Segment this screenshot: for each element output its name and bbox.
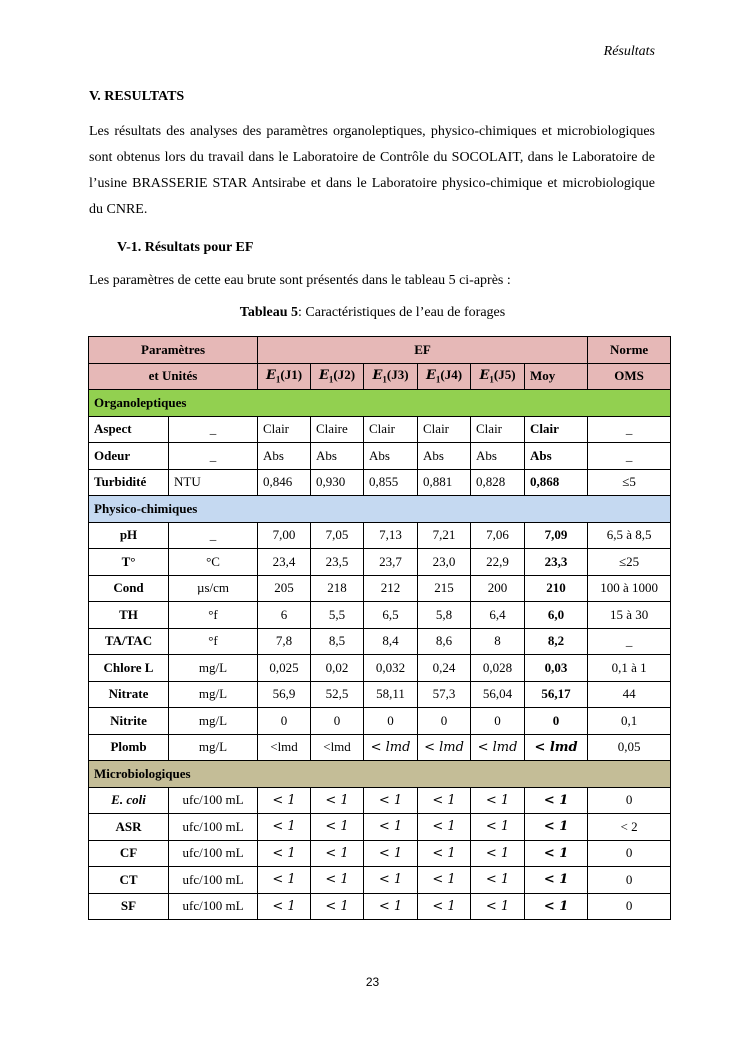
param-unit: °f [169, 628, 258, 655]
day-value: <lmd [258, 734, 311, 761]
day-value: 7,00 [258, 522, 311, 549]
day-value: Abs [311, 443, 364, 470]
intro-paragraph: Les résultats des analyses des paramètres organoleptiques, physico-chimiques et microbiologiques sont obtenus lors du travail dans le Laboratoire de Contrôle du SOCOLAIT, dans le Laboratoire de l’usine BRASSERIE STAR Antsirabe et dans le Laboratoire physico-chimique et microbiologique du CNRE. [89, 124, 655, 217]
table-caption [0, 305, 745, 321]
day-value: 5,8 [418, 602, 471, 629]
day-value: 6,5 [364, 602, 418, 629]
day-value: < lmd [364, 734, 418, 761]
header-e-subscript: 1 [382, 375, 387, 386]
norme-value: ≤25 [588, 549, 671, 576]
param-unit: _ [169, 443, 258, 470]
day-value: 57,3 [418, 681, 471, 708]
table-row [89, 522, 671, 549]
param-unit: ufc/100 mL [169, 840, 258, 867]
table-row [89, 708, 671, 735]
header-param-line1: Paramètres [89, 337, 258, 364]
header-day-label: (J3) [386, 367, 409, 383]
group-label: Microbiologiques [89, 761, 671, 788]
table-row [89, 416, 671, 443]
day-value: 212 [364, 575, 418, 602]
day-value: < 1 [311, 787, 364, 814]
day-value: 0 [471, 708, 525, 735]
day-value: < lmd [471, 734, 525, 761]
moy-value: 6,0 [525, 602, 588, 629]
table-row [89, 787, 671, 814]
day-value: 8,4 [364, 628, 418, 655]
norme-value: 0 [588, 840, 671, 867]
day-value: < 1 [258, 787, 311, 814]
param-unit: °f [169, 602, 258, 629]
day-value: 7,21 [418, 522, 471, 549]
norme-value: < 2 [588, 814, 671, 841]
param-name: TA/TAC [89, 628, 169, 655]
header-norme-line1: Norme [588, 337, 671, 364]
param-name: Nitrite [89, 708, 169, 735]
day-value: 0,930 [311, 469, 364, 496]
param-name: TH [89, 602, 169, 629]
day-value: 0 [418, 708, 471, 735]
day-value: 23,5 [311, 549, 364, 576]
moy-value: Clair [525, 416, 588, 443]
day-value: 23,4 [258, 549, 311, 576]
day-value: 22,9 [471, 549, 525, 576]
norme-value: _ [588, 628, 671, 655]
day-value: 0,032 [364, 655, 418, 682]
header-day-3 [364, 363, 418, 390]
table-row [89, 814, 671, 841]
param-unit: ufc/100 mL [169, 893, 258, 920]
norme-value: 0,05 [588, 734, 671, 761]
param-name: Turbidité [89, 469, 169, 496]
table-row [89, 681, 671, 708]
param-unit: _ [169, 416, 258, 443]
param-name: Aspect [89, 416, 169, 443]
norme-value: 100 à 1000 [588, 575, 671, 602]
header-param-line2: et Unités [89, 363, 258, 390]
moy-value: < 1 [525, 787, 588, 814]
day-value: < 1 [258, 840, 311, 867]
param-name: Chlore L [89, 655, 169, 682]
param-name: SF [89, 893, 169, 920]
day-value: Abs [258, 443, 311, 470]
day-value: 23,7 [364, 549, 418, 576]
param-unit: _ [169, 522, 258, 549]
day-value: < 1 [418, 787, 471, 814]
day-value: < 1 [471, 867, 525, 894]
day-value: <lmd [311, 734, 364, 761]
day-value: 8,6 [418, 628, 471, 655]
day-value: Abs [364, 443, 418, 470]
param-name: ASR [89, 814, 169, 841]
table-row [89, 469, 671, 496]
day-value: 0,028 [471, 655, 525, 682]
moy-value: < 1 [525, 840, 588, 867]
moy-value: 0,868 [525, 469, 588, 496]
norme-value: 0 [588, 893, 671, 920]
header-day-label: (J4) [440, 367, 463, 383]
moy-value: 8,2 [525, 628, 588, 655]
day-value: 0,025 [258, 655, 311, 682]
param-name: E. coli [89, 787, 169, 814]
day-value: < 1 [471, 814, 525, 841]
day-value: 0 [311, 708, 364, 735]
table-row [89, 602, 671, 629]
day-value: 0,02 [311, 655, 364, 682]
day-value: 56,9 [258, 681, 311, 708]
header-day-5 [471, 363, 525, 390]
table-row [89, 443, 671, 470]
group-row [89, 496, 671, 523]
moy-value: < lmd [525, 734, 588, 761]
header-e-symbol: E [425, 368, 436, 384]
day-value: < 1 [364, 814, 418, 841]
section-title: V. RESULTATS [89, 89, 185, 104]
table-header-row-1 [89, 337, 671, 364]
moy-value: 7,09 [525, 522, 588, 549]
param-name: Nitrate [89, 681, 169, 708]
day-value: < lmd [418, 734, 471, 761]
header-e-symbol: E [265, 368, 276, 384]
day-value: 6,4 [471, 602, 525, 629]
param-name: Plomb [89, 734, 169, 761]
norme-value: 0,1 [588, 708, 671, 735]
header-day-label: (J2) [333, 367, 356, 383]
norme-value: 44 [588, 681, 671, 708]
day-value: Clair [471, 416, 525, 443]
day-value: < 1 [364, 787, 418, 814]
day-value: < 1 [418, 867, 471, 894]
moy-value: 0 [525, 708, 588, 735]
header-e-symbol: E [318, 368, 329, 384]
norme-value: ≤5 [588, 469, 671, 496]
day-value: < 1 [364, 840, 418, 867]
day-value: Abs [471, 443, 525, 470]
table-intro: Les paramètres de cette eau brute sont présentés dans le tableau 5 ci-après : [89, 273, 511, 288]
header-day-2 [311, 363, 364, 390]
day-value: Clair [364, 416, 418, 443]
param-name: T° [89, 549, 169, 576]
day-value: < 1 [471, 787, 525, 814]
param-unit: mg/L [169, 708, 258, 735]
param-unit: °C [169, 549, 258, 576]
day-value: Clair [258, 416, 311, 443]
table-row [89, 628, 671, 655]
day-value: 6 [258, 602, 311, 629]
day-value: 8,5 [311, 628, 364, 655]
param-unit: ufc/100 mL [169, 787, 258, 814]
page-number: 23 [365, 975, 380, 989]
table-row [89, 549, 671, 576]
table-header-row-2 [89, 363, 671, 390]
header-day-1 [258, 363, 311, 390]
day-value: 23,0 [418, 549, 471, 576]
moy-value: 0,03 [525, 655, 588, 682]
group-row [89, 390, 671, 417]
table-row [89, 893, 671, 920]
param-name: CF [89, 840, 169, 867]
table-row [89, 734, 671, 761]
param-unit: ufc/100 mL [169, 867, 258, 894]
header-e-subscript: 1 [328, 375, 334, 386]
group-label: Physico-chimiques [89, 496, 671, 523]
day-value: < 1 [311, 893, 364, 920]
day-value: 0,846 [258, 469, 311, 496]
header-ef: EF [258, 337, 588, 364]
table-row [89, 575, 671, 602]
day-value: < 1 [311, 814, 364, 841]
param-unit: mg/L [169, 681, 258, 708]
day-value: 5,5 [311, 602, 364, 629]
day-value: 0,828 [471, 469, 525, 496]
param-unit: ufc/100 mL [169, 814, 258, 841]
day-value: 0 [258, 708, 311, 735]
header-e-subscript: 1 [275, 375, 281, 386]
day-value: 0 [364, 708, 418, 735]
day-value: 7,05 [311, 522, 364, 549]
header-day-4 [418, 363, 471, 390]
moy-value: 210 [525, 575, 588, 602]
norme-value: _ [588, 416, 671, 443]
day-value: 0,855 [364, 469, 418, 496]
day-value: < 1 [418, 840, 471, 867]
group-row [89, 761, 671, 788]
running-header: Résultats [603, 44, 655, 59]
param-unit: NTU [169, 469, 258, 496]
day-value: < 1 [418, 893, 471, 920]
day-value: < 1 [258, 814, 311, 841]
norme-value: 0 [588, 787, 671, 814]
param-unit: mg/L [169, 734, 258, 761]
day-value: Clair [418, 416, 471, 443]
caption-text: : Caractéristiques de l’eau de forages [298, 305, 506, 320]
param-name: Odeur [89, 443, 169, 470]
header-e-symbol: E [372, 368, 383, 384]
norme-value: 15 à 30 [588, 602, 671, 629]
day-value: 7,06 [471, 522, 525, 549]
norme-value: 0,1 à 1 [588, 655, 671, 682]
header-e-subscript: 1 [435, 375, 441, 386]
header-e-subscript: 1 [489, 375, 494, 386]
day-value: < 1 [418, 814, 471, 841]
param-name: Cond [89, 575, 169, 602]
table-row [89, 867, 671, 894]
header-day-label: (J1) [280, 367, 303, 383]
header-e-symbol: E [479, 368, 490, 384]
day-value: Abs [418, 443, 471, 470]
results-table [88, 336, 671, 920]
header-norme-line2: OMS [588, 363, 671, 390]
param-name: pH [89, 522, 169, 549]
moy-value: < 1 [525, 867, 588, 894]
moy-value: Abs [525, 443, 588, 470]
day-value: 58,11 [364, 681, 418, 708]
table-row [89, 840, 671, 867]
group-label: Organoleptiques [89, 390, 671, 417]
param-name: CT [89, 867, 169, 894]
moy-value: 56,17 [525, 681, 588, 708]
table-row [89, 655, 671, 682]
day-value: 52,5 [311, 681, 364, 708]
param-unit: mg/L [169, 655, 258, 682]
day-value: < 1 [364, 893, 418, 920]
day-value: 218 [311, 575, 364, 602]
day-value: < 1 [311, 867, 364, 894]
day-value: 0,881 [418, 469, 471, 496]
norme-value: _ [588, 443, 671, 470]
moy-value: 23,3 [525, 549, 588, 576]
day-value: < 1 [364, 867, 418, 894]
param-unit: µs/cm [169, 575, 258, 602]
norme-value: 6,5 à 8,5 [588, 522, 671, 549]
day-value: 205 [258, 575, 311, 602]
day-value: 0,24 [418, 655, 471, 682]
day-value: < 1 [258, 893, 311, 920]
header-day-label: (J5) [493, 367, 516, 383]
day-value: < 1 [311, 840, 364, 867]
norme-value: 0 [588, 867, 671, 894]
day-value: < 1 [471, 840, 525, 867]
day-value: 215 [418, 575, 471, 602]
day-value: 56,04 [471, 681, 525, 708]
day-value: 8 [471, 628, 525, 655]
caption-label: Tableau 5 [239, 305, 299, 320]
day-value: 7,8 [258, 628, 311, 655]
day-value: 200 [471, 575, 525, 602]
day-value: < 1 [258, 867, 311, 894]
day-value: 7,13 [364, 522, 418, 549]
moy-value: < 1 [525, 893, 588, 920]
subsection-title: V-1. Résultats pour EF [117, 240, 254, 255]
moy-value: < 1 [525, 814, 588, 841]
day-value: < 1 [471, 893, 525, 920]
header-moy: Moy [525, 363, 588, 390]
day-value: Claire [311, 416, 364, 443]
